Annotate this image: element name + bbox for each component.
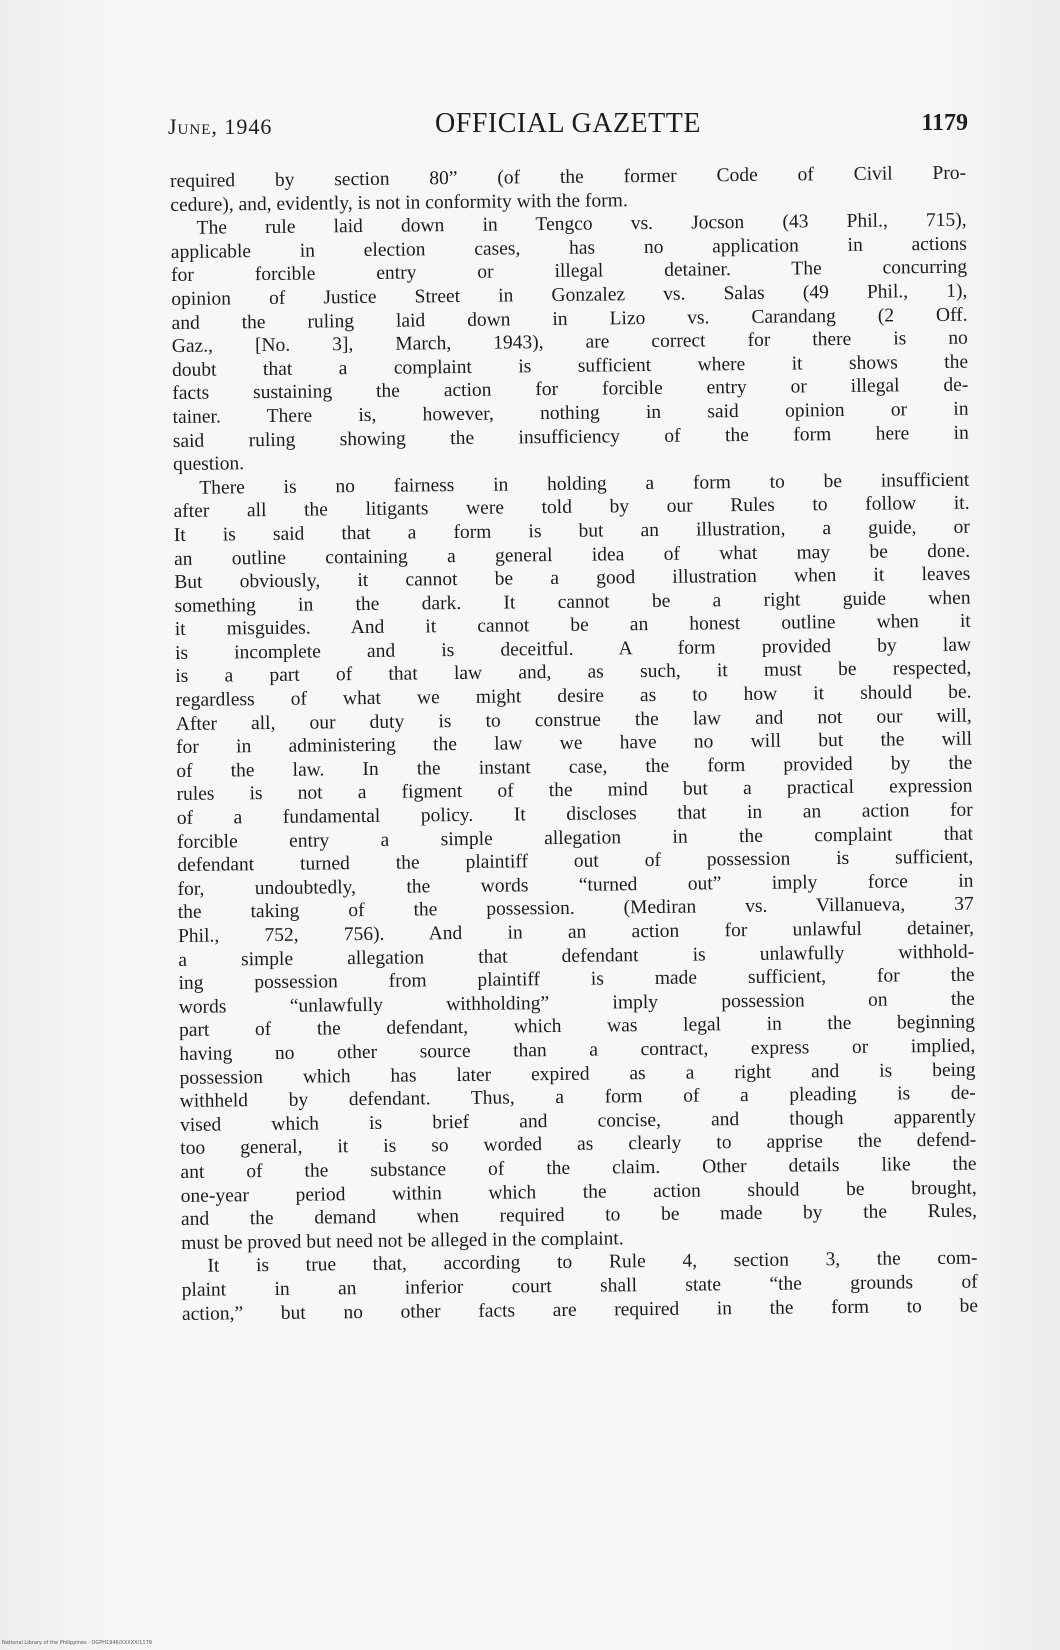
text-line: it misguides. And it cannot be an honest outline when it bbox=[174, 610, 971, 641]
text-line: defendant turned the plaintiff out of possession is sufficient, bbox=[177, 846, 974, 877]
text-line: There is no fairness in holding a form to be insufficient bbox=[199, 469, 970, 499]
text-line: too general, it is so worded as clearly to apprise the defend- bbox=[180, 1129, 977, 1160]
text-line: vised which is brief and concise, and though apparently bbox=[179, 1106, 977, 1136]
text-line: having no other source than a contract, express or implied, bbox=[179, 1035, 976, 1065]
text-line: But obviously, it cannot be a good illustration when it leaves bbox=[174, 563, 971, 594]
body-text bbox=[170, 162, 980, 1470]
text-line: after all the litigants were told by our Rules to follow it. bbox=[173, 492, 970, 523]
text-line: of the law. In the instant case, the form provided by the bbox=[176, 752, 973, 782]
text-line: and the ruling laid down in Lizo vs. Carandang (2 Off. bbox=[171, 304, 968, 334]
text-line: words “unlawfully withholding” imply possession on the bbox=[178, 988, 975, 1018]
text-line: for forcible entry or illegal detainer. The concurring bbox=[170, 257, 968, 287]
text-line: said ruling showing the insufficiency of the form here in bbox=[172, 422, 969, 452]
text-line: required by section 80” (of the former Code of Civil Pro- bbox=[170, 162, 967, 192]
header-title: OFFICIAL GAZETTE bbox=[435, 108, 701, 139]
text-line: is a part of that law and, as such, it must be respected, bbox=[175, 658, 972, 688]
text-line: doubt that a complaint is sufficient where it shows the bbox=[171, 351, 969, 381]
scan-footer: National Library of the Philippines · OGPH1946/XXXXX/1179 bbox=[2, 1640, 152, 1646]
text-line: forcible entry a simple allegation in the complaint that bbox=[176, 823, 974, 853]
text-line: a simple allegation that defendant is unlawfully withhold- bbox=[178, 941, 975, 971]
text-line: an outline containing a general idea of what may be done. bbox=[173, 540, 971, 570]
text-line: something in the dark. It cannot be a right guide when bbox=[174, 587, 971, 617]
text-line: for in administering the law we have no will but the will bbox=[175, 728, 973, 759]
text-line: possession which has later expired as a right and is being bbox=[179, 1059, 976, 1089]
text-line: and the demand when required to be made by the Rules, bbox=[180, 1200, 978, 1231]
text-line: After all, our duty is to construe the law and not our will, bbox=[175, 705, 972, 735]
text-line: is incomplete and is deceitful. A form provided by law bbox=[174, 634, 972, 664]
text-line: must be proved but need not be alleged in the complaint. bbox=[181, 1228, 624, 1254]
text-line: tainer. There is, however, nothing in said opinion or in bbox=[172, 398, 969, 428]
text-line: It is said that a form is but an illustration, a guide, or bbox=[173, 516, 970, 546]
text-line: action,” but no other facts are required in the form to be bbox=[181, 1295, 979, 1325]
text-line: ing possession from plaintiff is made sufficient, for the bbox=[178, 964, 975, 995]
text-line: question. bbox=[172, 453, 245, 476]
text-line: facts sustaining the action for forcible entry or illegal de- bbox=[172, 374, 969, 405]
text-line: the taking of the possession. (Mediran vs. Villanueva, 37 bbox=[177, 894, 974, 924]
text-line: ant of the substance of the claim. Other details like the bbox=[180, 1153, 977, 1183]
page-number: 1179 bbox=[921, 110, 968, 136]
text-line: Phil., 752, 756). And in an action for unlawful detainer, bbox=[177, 917, 975, 947]
text-line: applicable in election cases, has no application in actions bbox=[170, 233, 967, 263]
text-line: cedure), and, evidently, is not in conformity with the form. bbox=[170, 189, 628, 216]
text-line: for, undoubtedly, the words “turned out” imply force in bbox=[177, 870, 974, 900]
text-line: It is true that, according to Rule 4, section 3, the com- bbox=[207, 1247, 978, 1277]
text-line: The rule laid down in Tengco vs. Jocson (43 Phil., 715), bbox=[196, 209, 967, 239]
header-date: June, 1946 bbox=[168, 114, 273, 139]
text-line: part of the defendant, which was legal in the beginning bbox=[178, 1011, 976, 1042]
text-line: Gaz., [No. 3], March, 1943), are correct for there is no bbox=[171, 327, 968, 358]
page-header bbox=[168, 108, 968, 148]
text-line: one-year period within which the action should be brought, bbox=[180, 1177, 977, 1207]
text-line: regardless of what we might desire as to how it should be. bbox=[175, 681, 972, 712]
text-line: rules is not a figment of the mind but a practical expression bbox=[176, 776, 973, 806]
text-line: plaint in an inferior court shall state “the grounds of bbox=[181, 1271, 978, 1301]
text-line: withheld by defendant. Thus, a form of a pleading is de- bbox=[179, 1082, 976, 1113]
text-line: opinion of Justice Street in Gonzalez vs. Salas (49 Phil., 1), bbox=[171, 280, 968, 310]
text-line: of a fundamental policy. It discloses that in an action for bbox=[176, 799, 973, 829]
